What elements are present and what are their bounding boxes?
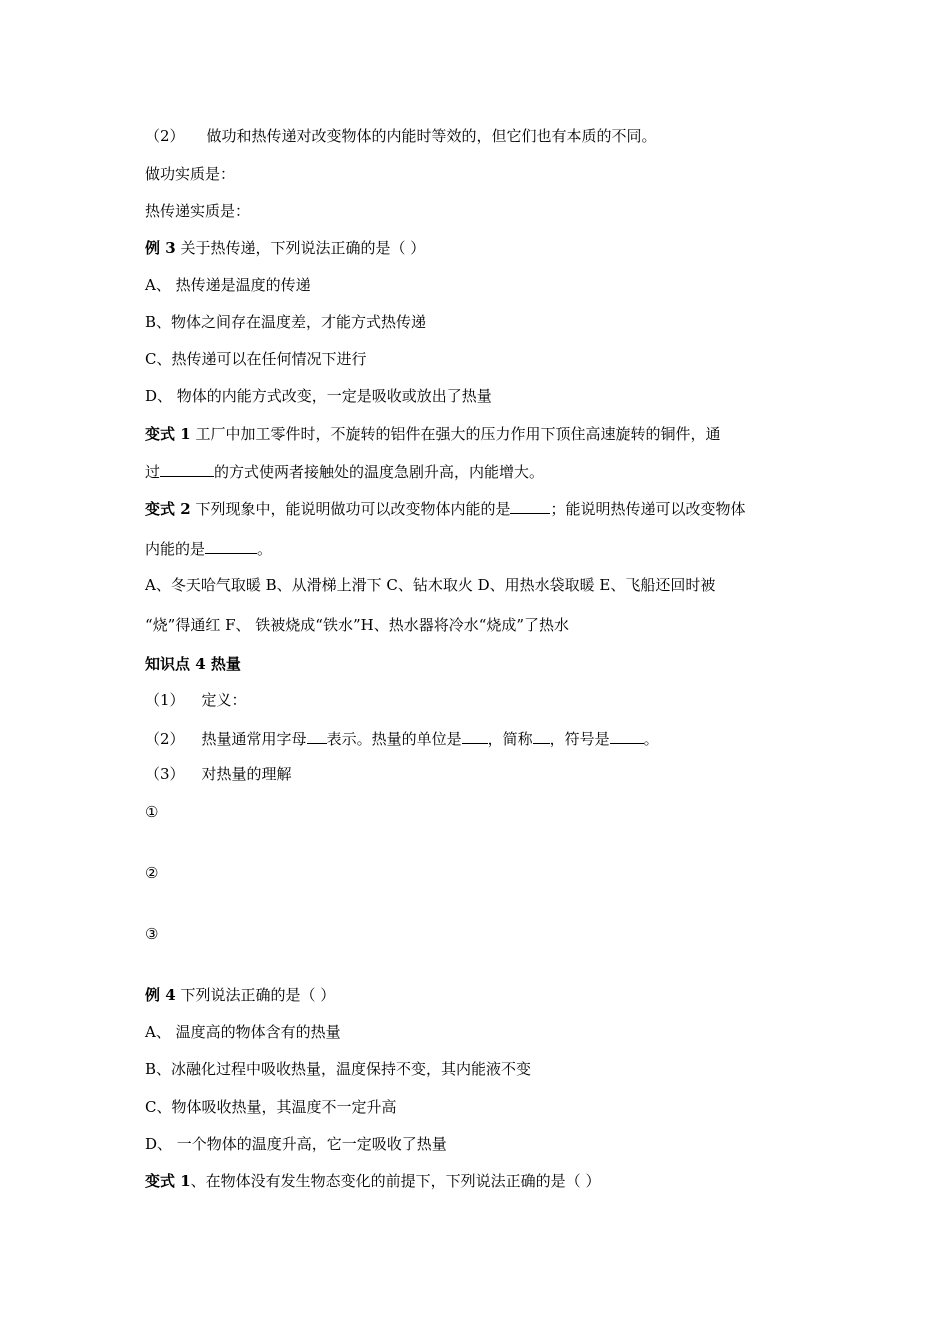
variant-1-continued <box>145 461 544 482</box>
text-segment: ，简称 <box>487 730 533 748</box>
line-difference <box>145 126 657 146</box>
variant-label: 变式 1 <box>145 1172 191 1190</box>
phenomena-options-line-1: A、冬天哈气取暖 B、从滑梯上滑下 C、钻木取火 D、用热水袋取暖 E、飞船还回时被 <box>145 576 716 594</box>
line-text: 做功和热传递对改变物体的内能时等效的，但它们也有本质的不同。 <box>206 127 657 145</box>
heat-transfer-essence: 热传递实质是： <box>145 202 251 220</box>
example-label: 例 3 <box>145 239 176 257</box>
text-after-blank: 的方式使两者接触处的温度急剧升高，内能增大。 <box>214 463 545 481</box>
example-label: 例 4 <box>145 986 176 1004</box>
answer-blank <box>205 538 257 554</box>
text-segment: 热量通常用字母 <box>201 730 307 748</box>
work-essence: 做功实质是： <box>145 165 236 183</box>
line-text: 对热量的理解 <box>201 765 292 783</box>
option-d: D、 物体的内能方式改变，一定是吸收或放出了热量 <box>145 387 492 405</box>
option-a: A、 温度高的物体含有的热量 <box>145 1023 341 1041</box>
heat-definition <box>145 690 247 710</box>
option-b: B、物体之间存在温度差，才能方式热传递 <box>145 313 427 331</box>
item-number: （2） <box>145 730 185 748</box>
text-after-blank: 。 <box>257 540 273 558</box>
text-segment: 表示。热量的单位是 <box>326 730 462 748</box>
item-number: （3） <box>145 765 185 783</box>
question-text: 、在物体没有发生物态变化的前提下，下列说法正确的是（ ） <box>190 1172 601 1190</box>
answer-blank <box>307 728 327 744</box>
line-text: 定义： <box>201 691 247 709</box>
circled-3: ③ <box>145 925 159 943</box>
phenomena-options-line-2: “烧”得通红 F、 铁被烧成“铁水”H、热水器将冷水“烧成”了热水 <box>145 616 570 634</box>
example-3-question <box>145 238 425 258</box>
variant-2-question <box>145 498 745 519</box>
text-before-blank: 下列现象中，能说明做功可以改变物体内能的是 <box>190 500 511 518</box>
question-text: 下列说法正确的是（ ） <box>175 986 336 1004</box>
variant-1-question-2 <box>145 1171 600 1191</box>
question-text: 关于热传递，下列说法正确的是（ ） <box>175 239 426 257</box>
variant-2-continued <box>145 538 272 559</box>
variant-label: 变式 2 <box>145 500 191 518</box>
circled-2: ② <box>145 864 159 882</box>
heat-symbol-unit <box>145 728 659 749</box>
option-c: C、物体吸收热量，其温度不一定升高 <box>145 1098 397 1116</box>
variant-label: 变式 1 <box>145 425 191 443</box>
answer-blank <box>610 728 644 744</box>
section-heading: 知识点 4 热量 <box>145 655 241 673</box>
answer-blank <box>533 728 550 744</box>
text-before-blank: 过 <box>145 463 161 481</box>
option-d: D、 一个物体的温度升高，它一定吸收了热量 <box>145 1135 447 1153</box>
text-before-blank: 内能的是 <box>145 540 206 558</box>
question-text: 工厂中加工零件时，不旋转的铝件在强大的压力作用下顶住高速旋转的铜件，通 <box>190 425 721 443</box>
variant-1-question <box>145 424 720 444</box>
answer-blank <box>160 461 214 477</box>
option-b: B、冰融化过程中吸收热量，温度保持不变，其内能液不变 <box>145 1060 532 1078</box>
option-a: A、 热传递是温度的传递 <box>145 276 311 294</box>
text-segment: ，符号是 <box>549 730 610 748</box>
item-number: （2） <box>145 127 185 145</box>
heat-understanding <box>145 764 292 784</box>
item-number: （1） <box>145 691 185 709</box>
answer-blank <box>510 498 550 514</box>
text-segment: 。 <box>643 730 659 748</box>
option-c: C、热传递可以在任何情况下进行 <box>145 350 367 368</box>
text-after-blank: ；能说明热传递可以改变物体 <box>550 500 746 518</box>
circled-1: ① <box>145 803 159 821</box>
example-4-question <box>145 985 335 1005</box>
answer-blank <box>462 728 488 744</box>
